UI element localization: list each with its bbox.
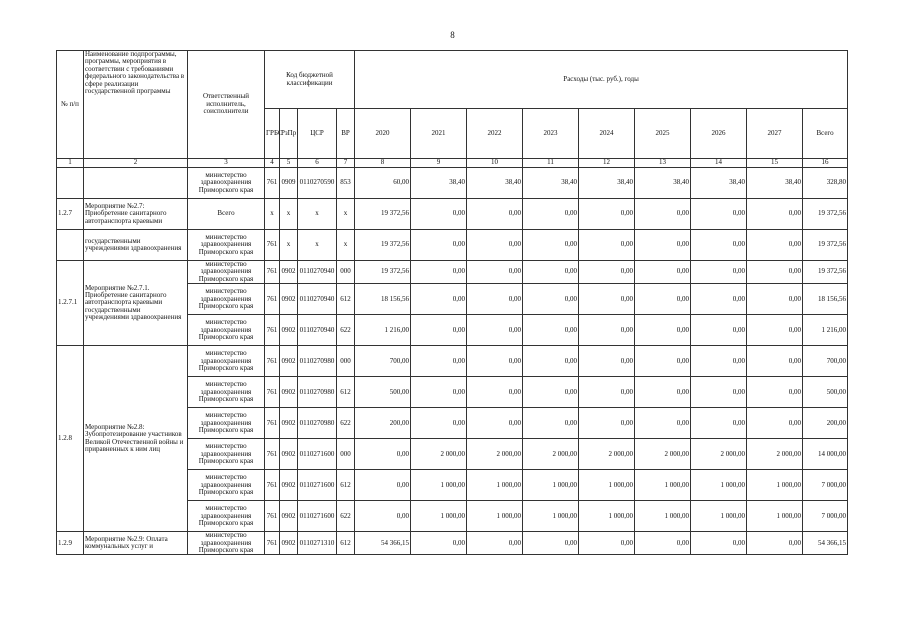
year-value: 2 000,00 (579, 439, 635, 470)
year-value: 0,00 (691, 261, 747, 284)
year-value: 0,00 (411, 284, 467, 315)
year-value: 0,00 (691, 408, 747, 439)
year-value: 0,00 (635, 284, 691, 315)
year-value: 0,00 (411, 532, 467, 555)
year-value: 18 156,56 (355, 284, 411, 315)
row-number (57, 230, 84, 261)
column-number: 6 (298, 159, 337, 168)
csr-code: 0110270980 (298, 377, 337, 408)
year-value: 38,40 (411, 168, 467, 199)
year-value: 38,40 (579, 168, 635, 199)
year-value: 0,00 (523, 315, 579, 346)
rzpr-code: 0909 (280, 168, 298, 199)
total-value: 19 372,56 (803, 230, 848, 261)
vr-code: 853 (337, 168, 355, 199)
column-number: 10 (467, 159, 523, 168)
budget-table (56, 50, 848, 555)
year-value: 0,00 (411, 408, 467, 439)
csr-code: 0110271310 (298, 532, 337, 555)
csr-code: 0110270940 (298, 284, 337, 315)
header-expenses-group: Расходы (тыс. руб.), годы (355, 51, 848, 109)
measure-name: Мероприятие №2.7.1. Приобретение санитарного автотранспорта краевыми государственными учреждениями здравоохранения (84, 261, 188, 346)
total-value: 500,00 (803, 377, 848, 408)
total-value: 19 372,56 (803, 261, 848, 284)
year-value: 0,00 (579, 230, 635, 261)
year-value: 19 372,56 (355, 230, 411, 261)
total-value: 7 000,00 (803, 501, 848, 532)
year-value: 0,00 (635, 532, 691, 555)
year-value: 0,00 (579, 261, 635, 284)
row-number: 1.2.7 (57, 199, 84, 230)
column-number: 12 (579, 159, 635, 168)
column-number: 1 (57, 159, 84, 168)
year-value: 38,40 (691, 168, 747, 199)
year-value: 0,00 (747, 346, 803, 377)
year-value: 0,00 (467, 261, 523, 284)
year-value: 0,00 (747, 532, 803, 555)
total-value: 54 366,15 (803, 532, 848, 555)
vr-code: 612 (337, 470, 355, 501)
year-value: 0,00 (579, 199, 635, 230)
grbs-code: 761 (265, 532, 280, 555)
column-number: 2 (84, 159, 188, 168)
year-value: 0,00 (467, 346, 523, 377)
year-value: 2 000,00 (691, 439, 747, 470)
executor: министерство здравоохранения Приморского края (188, 168, 265, 199)
year-value: 0,00 (579, 408, 635, 439)
year-value: 0,00 (411, 261, 467, 284)
year-value: 0,00 (523, 199, 579, 230)
vr-code: 612 (337, 284, 355, 315)
vr-code: 612 (337, 377, 355, 408)
year-value: 1 000,00 (579, 501, 635, 532)
column-number: 3 (188, 159, 265, 168)
measure-name: Мероприятие №2.8: Зубопротезирование участников Великой Отечественной войны и приравненных к ним лиц (84, 346, 188, 532)
grbs-code: 761 (265, 346, 280, 377)
year-value: 1 000,00 (635, 501, 691, 532)
year-value: 0,00 (523, 346, 579, 377)
grbs-code: 761 (265, 377, 280, 408)
executor: министерство здравоохранения Приморского края (188, 261, 265, 284)
table-row (57, 346, 848, 377)
year-value: 0,00 (355, 470, 411, 501)
year-value: 60,00 (355, 168, 411, 199)
year-value: 0,00 (467, 199, 523, 230)
header-name: Наименование подпрограммы, программы, мероприятия в соответствии с требованиями федерального законодательства в сфере реализации государственной программы (84, 51, 188, 159)
column-number: 11 (523, 159, 579, 168)
year-value: 1 000,00 (691, 501, 747, 532)
executor: министерство здравоохранения Приморского края (188, 284, 265, 315)
executor: министерство здравоохранения Приморского края (188, 470, 265, 501)
year-value: 2 000,00 (523, 439, 579, 470)
column-number: 7 (337, 159, 355, 168)
year-value: 0,00 (747, 199, 803, 230)
year-value: 1 000,00 (411, 470, 467, 501)
year-value: 0,00 (691, 532, 747, 555)
year-value: 0,00 (747, 230, 803, 261)
year-value: 0,00 (523, 377, 579, 408)
grbs-code: 761 (265, 470, 280, 501)
year-value: 19 372,56 (355, 261, 411, 284)
year-value: 38,40 (635, 168, 691, 199)
csr-code: x (298, 199, 337, 230)
year-value: 38,40 (747, 168, 803, 199)
year-value: 1 000,00 (467, 501, 523, 532)
grbs-code: 761 (265, 168, 280, 199)
year-value: 0,00 (691, 315, 747, 346)
header-num: № п/п (57, 51, 84, 159)
column-number: 15 (747, 159, 803, 168)
header-total: Всего (803, 109, 848, 159)
rzpr-code: 0902 (280, 346, 298, 377)
year-value: 19 372,56 (355, 199, 411, 230)
vr-code: 622 (337, 501, 355, 532)
csr-code: x (298, 230, 337, 261)
year-value: 0,00 (579, 532, 635, 555)
total-value: 19 372,56 (803, 199, 848, 230)
total-value: 328,80 (803, 168, 848, 199)
year-value: 0,00 (635, 199, 691, 230)
vr-code: 622 (337, 408, 355, 439)
csr-code: 0110270940 (298, 261, 337, 284)
year-value: 0,00 (579, 377, 635, 408)
table-row (57, 261, 848, 284)
year-value: 1 000,00 (467, 470, 523, 501)
header-year: 2020 (355, 109, 411, 159)
table-row (57, 199, 848, 230)
header-year: 2023 (523, 109, 579, 159)
header-rzpr: РзПр (280, 109, 298, 159)
csr-code: 0110271600 (298, 470, 337, 501)
header-year: 2022 (467, 109, 523, 159)
row-number: 1.2.8 (57, 346, 84, 532)
vr-code: 000 (337, 439, 355, 470)
csr-code: 0110271600 (298, 439, 337, 470)
grbs-code: 761 (265, 315, 280, 346)
year-value: 1 000,00 (747, 501, 803, 532)
header-year: 2026 (691, 109, 747, 159)
grbs-code: 761 (265, 261, 280, 284)
header-year: 2027 (747, 109, 803, 159)
grbs-code: 761 (265, 230, 280, 261)
year-value: 0,00 (635, 261, 691, 284)
year-value: 1 000,00 (691, 470, 747, 501)
year-value: 0,00 (355, 501, 411, 532)
year-value: 1 000,00 (523, 470, 579, 501)
executor: министерство здравоохранения Приморского края (188, 408, 265, 439)
total-value: 1 216,00 (803, 315, 848, 346)
executor: министерство здравоохранения Приморского края (188, 230, 265, 261)
year-value: 0,00 (747, 315, 803, 346)
grbs-code: x (265, 199, 280, 230)
year-value: 0,00 (747, 284, 803, 315)
year-value: 0,00 (747, 377, 803, 408)
year-value: 54 366,15 (355, 532, 411, 555)
year-value: 0,00 (411, 346, 467, 377)
rzpr-code: 0902 (280, 532, 298, 555)
rzpr-code: x (280, 199, 298, 230)
vr-code: x (337, 199, 355, 230)
executor: министерство здравоохранения Приморского края (188, 532, 265, 555)
year-value: 200,00 (355, 408, 411, 439)
year-value: 1 000,00 (747, 470, 803, 501)
year-value: 2 000,00 (635, 439, 691, 470)
vr-code: x (337, 230, 355, 261)
year-value: 0,00 (523, 408, 579, 439)
column-number: 4 (265, 159, 280, 168)
year-value: 2 000,00 (411, 439, 467, 470)
executor: министерство здравоохранения Приморского края (188, 315, 265, 346)
table-row (57, 168, 848, 199)
measure-name: Мероприятие №2.7: Приобретение санитарного автотранспорта краевыми (84, 199, 188, 230)
header-code-group: Код бюджетной классификации (265, 51, 355, 109)
column-number-row (57, 159, 848, 168)
csr-code: 0110271600 (298, 501, 337, 532)
column-number: 16 (803, 159, 848, 168)
year-value: 0,00 (691, 284, 747, 315)
grbs-code: 761 (265, 284, 280, 315)
rzpr-code: 0902 (280, 408, 298, 439)
row-number: 1.2.9 (57, 532, 84, 555)
year-value: 1 216,00 (355, 315, 411, 346)
rzpr-code: 0902 (280, 315, 298, 346)
csr-code: 0110270980 (298, 408, 337, 439)
executor: министерство здравоохранения Приморского края (188, 346, 265, 377)
column-number: 13 (635, 159, 691, 168)
year-value: 0,00 (355, 439, 411, 470)
year-value: 0,00 (467, 230, 523, 261)
header-year: 2025 (635, 109, 691, 159)
grbs-code: 761 (265, 408, 280, 439)
year-value: 1 000,00 (411, 501, 467, 532)
column-number: 5 (280, 159, 298, 168)
rzpr-code: 0902 (280, 470, 298, 501)
rzpr-code: 0902 (280, 439, 298, 470)
year-value: 1 000,00 (635, 470, 691, 501)
row-number: 1.2.7.1 (57, 261, 84, 346)
year-value: 0,00 (691, 230, 747, 261)
year-value: 0,00 (523, 532, 579, 555)
table-row (57, 532, 848, 555)
year-value: 0,00 (691, 346, 747, 377)
header-year: 2021 (411, 109, 467, 159)
measure-name: государственными учреждениями здравоохранения (84, 230, 188, 261)
grbs-code: 761 (265, 439, 280, 470)
year-value: 0,00 (747, 408, 803, 439)
year-value: 500,00 (355, 377, 411, 408)
vr-code: 612 (337, 532, 355, 555)
year-value: 0,00 (635, 408, 691, 439)
rzpr-code: 0902 (280, 377, 298, 408)
year-value: 0,00 (523, 230, 579, 261)
header-year: 2024 (579, 109, 635, 159)
vr-code: 622 (337, 315, 355, 346)
vr-code: 000 (337, 261, 355, 284)
year-value: 38,40 (523, 168, 579, 199)
csr-code: 0110270940 (298, 315, 337, 346)
year-value: 0,00 (467, 284, 523, 315)
grbs-code: 761 (265, 501, 280, 532)
measure-name (84, 168, 188, 199)
year-value: 0,00 (523, 284, 579, 315)
csr-code: 0110270980 (298, 346, 337, 377)
year-value: 0,00 (467, 315, 523, 346)
year-value: 0,00 (579, 346, 635, 377)
csr-code: 0110270590 (298, 168, 337, 199)
column-number: 9 (411, 159, 467, 168)
year-value: 38,40 (467, 168, 523, 199)
total-value: 14 000,00 (803, 439, 848, 470)
year-value: 0,00 (411, 377, 467, 408)
total-value: 7 000,00 (803, 470, 848, 501)
year-value: 1 000,00 (523, 501, 579, 532)
table-header (57, 51, 848, 168)
total-value: 18 156,56 (803, 284, 848, 315)
column-number: 14 (691, 159, 747, 168)
year-value: 0,00 (635, 346, 691, 377)
rzpr-code: 0902 (280, 501, 298, 532)
rzpr-code: 0902 (280, 284, 298, 315)
year-value: 0,00 (635, 230, 691, 261)
year-value: 0,00 (411, 230, 467, 261)
year-value: 0,00 (411, 315, 467, 346)
year-value: 0,00 (467, 408, 523, 439)
rzpr-code: 0902 (280, 261, 298, 284)
column-number: 8 (355, 159, 411, 168)
page-number: 8 (450, 30, 455, 40)
header-vr: ВР (337, 109, 355, 159)
year-value: 700,00 (355, 346, 411, 377)
executor: министерство здравоохранения Приморского края (188, 377, 265, 408)
total-value: 700,00 (803, 346, 848, 377)
executor: Всего (188, 199, 265, 230)
year-value: 2 000,00 (747, 439, 803, 470)
table-body (57, 168, 848, 555)
year-value: 0,00 (579, 284, 635, 315)
year-value: 0,00 (747, 261, 803, 284)
year-value: 1 000,00 (579, 470, 635, 501)
year-value: 0,00 (635, 315, 691, 346)
measure-name: Мероприятие №2.9: Оплата коммунальных услуг и (84, 532, 188, 555)
total-value: 200,00 (803, 408, 848, 439)
table-row (57, 230, 848, 261)
header-grbs: ГРБС (265, 109, 280, 159)
year-value: 2 000,00 (467, 439, 523, 470)
header-csr: ЦСР (298, 109, 337, 159)
vr-code: 000 (337, 346, 355, 377)
header-executor: Ответственный исполнитель, соисполнители (188, 51, 265, 159)
row-number (57, 168, 84, 199)
year-value: 0,00 (579, 315, 635, 346)
year-value: 0,00 (467, 377, 523, 408)
rzpr-code: x (280, 230, 298, 261)
year-value: 0,00 (691, 199, 747, 230)
executor: министерство здравоохранения Приморского края (188, 439, 265, 470)
year-value: 0,00 (635, 377, 691, 408)
year-value: 0,00 (467, 532, 523, 555)
executor: министерство здравоохранения Приморского края (188, 501, 265, 532)
year-value: 0,00 (411, 199, 467, 230)
year-value: 0,00 (691, 377, 747, 408)
year-value: 0,00 (523, 261, 579, 284)
